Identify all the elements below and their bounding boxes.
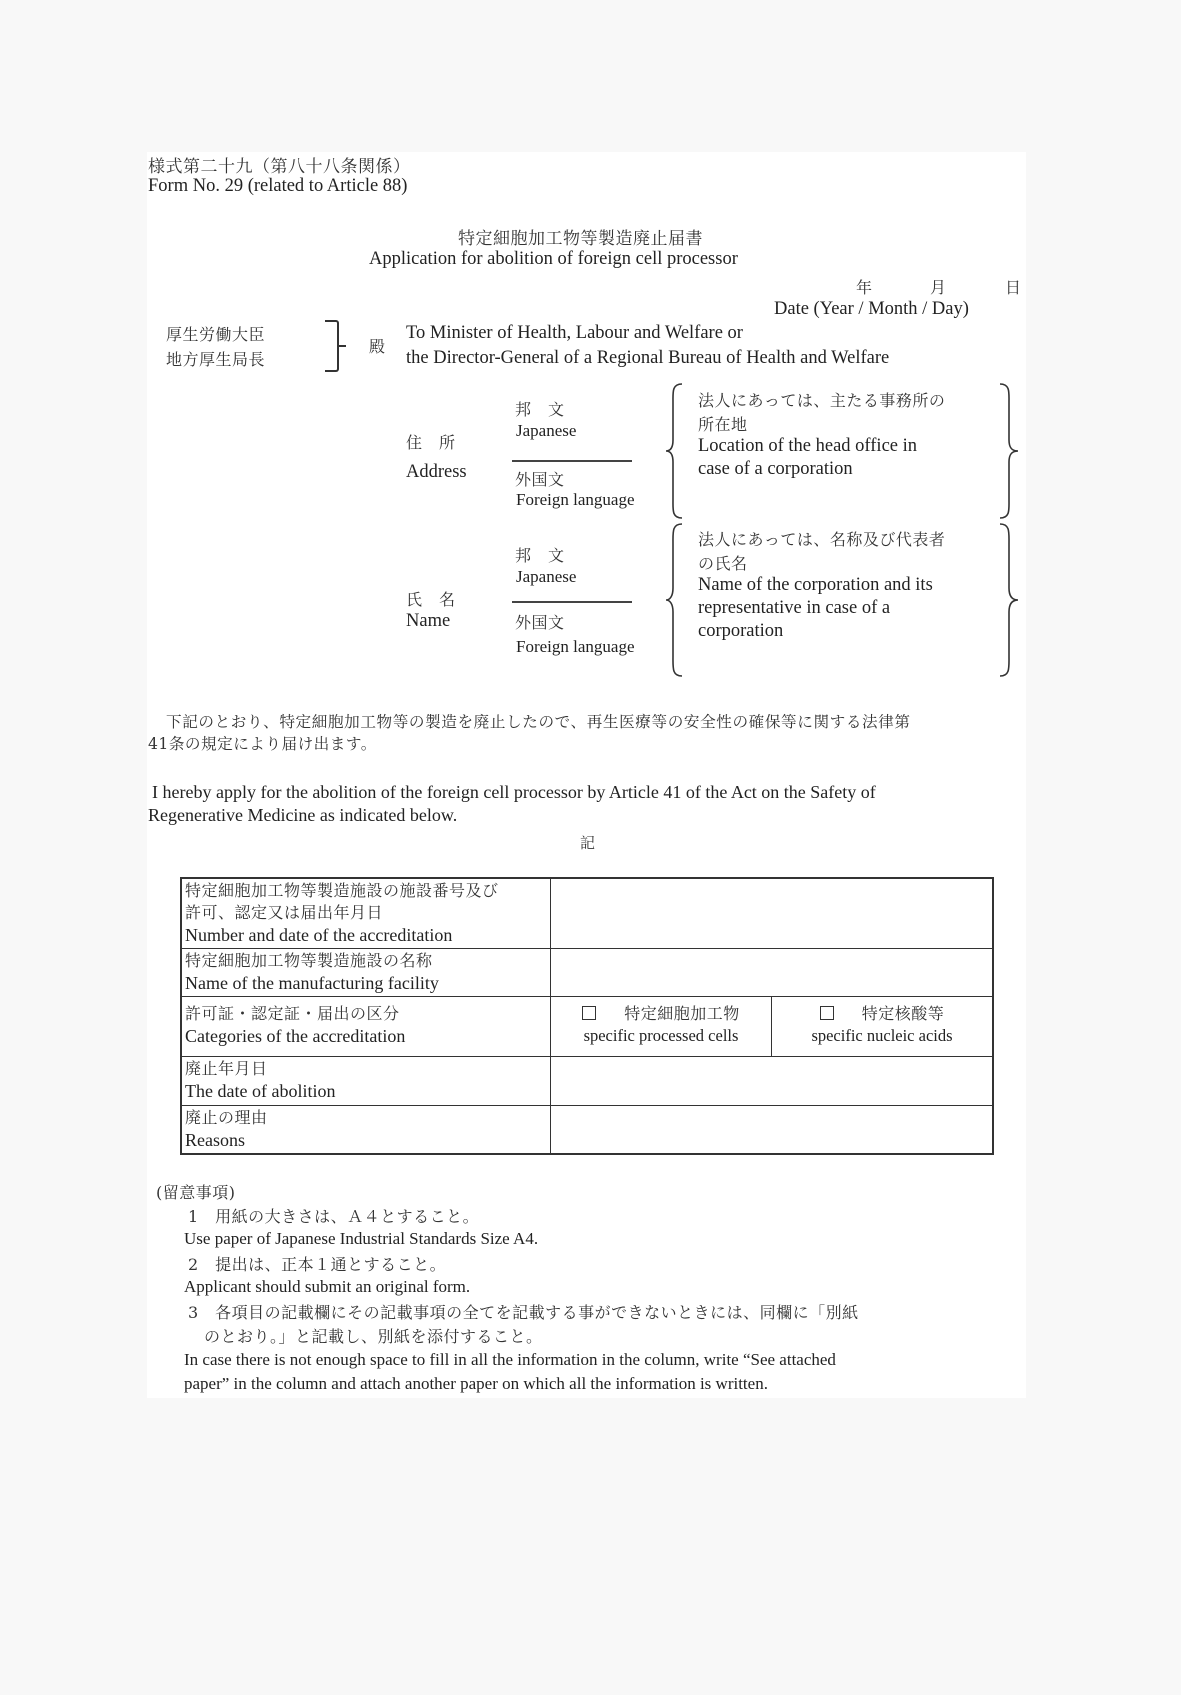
label-en: Categories of the accreditation xyxy=(185,1025,406,1046)
category-option-processed-cells[interactable] xyxy=(551,996,772,1056)
label-en: The date of abolition xyxy=(185,1080,336,1101)
row-label-facility-name xyxy=(181,948,551,996)
table-row xyxy=(181,878,993,948)
address-foreign-jp: 外国文 xyxy=(515,470,565,489)
category-option-nucleic-acids[interactable] xyxy=(772,996,994,1056)
right-curly-brace-icon xyxy=(996,382,1020,520)
addressee-minister-jp: 厚生労働大臣 xyxy=(166,325,266,344)
table-row xyxy=(181,1105,993,1154)
name-note-en-2: representative in case of a xyxy=(698,598,891,618)
date-day-jp: 日 xyxy=(1005,278,1022,297)
note-3-en-cont: paper” in the column and attach another paper on which all the information is written. xyxy=(184,1374,768,1393)
facility-name-field[interactable] xyxy=(551,948,994,996)
reasons-field[interactable] xyxy=(551,1105,994,1154)
ki-notation: 記 xyxy=(580,834,596,852)
row-label-categories xyxy=(181,996,551,1056)
label-jp: 許可、認定又は届出年月日 xyxy=(185,903,384,922)
details-table xyxy=(180,877,994,1155)
option-label-en: specific nucleic acids xyxy=(811,1025,953,1045)
label-jp: 廃止年月日 xyxy=(185,1058,268,1078)
name-foreign-en: Foreign language xyxy=(516,637,635,656)
name-note-en-1: Name of the corporation and its xyxy=(698,575,933,595)
title-jp: 特定細胞加工物等製造廃止届書 xyxy=(458,229,703,249)
label-jp: 特定細胞加工物等製造施設の名称 xyxy=(185,950,433,970)
statement-jp-line2: 41条の規定により届け出ます。 xyxy=(148,735,377,753)
address-japanese-en: Japanese xyxy=(516,421,577,440)
option-label-jp: 特定細胞加工物 xyxy=(624,1003,740,1023)
left-curly-brace-icon xyxy=(664,522,688,678)
name-label-jp: 氏 名 xyxy=(406,590,456,609)
address-note-en-2: case of a corporation xyxy=(698,459,853,479)
statement-en-line1: I hereby apply for the abolition of the foreign cell processor by Article 41 of the Act on the Safety of xyxy=(152,782,876,802)
checkbox-nucleic-acids[interactable] xyxy=(820,1006,834,1020)
name-label-en: Name xyxy=(406,611,451,631)
label-jp: 許可証・認定証・届出の区分 xyxy=(185,1003,400,1023)
row-label-accreditation-number xyxy=(181,878,551,948)
right-brace-icon xyxy=(325,320,339,372)
option-label-jp: 特定核酸等 xyxy=(861,1003,945,1023)
date-year-jp: 年 xyxy=(856,278,873,297)
name-japanese-en: Japanese xyxy=(516,567,577,586)
statement-jp-line1: 下記のとおり、特定細胞加工物等の製造を廃止したので、再生医療等の安全性の確保等に関する法律第 xyxy=(166,713,911,731)
note-3-jp: 3 各項目の記載欄にその記載事項の全てを記載する事ができないときには、同欄に「別紙 xyxy=(188,1303,859,1322)
row-label-abolition-date xyxy=(181,1056,551,1105)
name-note-jp-1: 法人にあっては、名称及び代表者 xyxy=(698,530,946,549)
label-en: Number and date of the accreditation xyxy=(185,925,453,945)
note-3-en: In case there is not enough space to fill in all the information in the column, write “See attached xyxy=(184,1350,836,1369)
address-foreign-en: Foreign language xyxy=(516,490,635,509)
address-note-jp-2: 所在地 xyxy=(698,415,748,434)
form-number-en: Form No. 29 (related to Article 88) xyxy=(148,176,408,196)
form-number-jp: 様式第二十九（第八十八条関係） xyxy=(148,157,411,177)
note-2-en: Applicant should submit an original form. xyxy=(184,1277,471,1296)
row-label-reasons xyxy=(181,1105,551,1154)
note-1-en: Use paper of Japanese Industrial Standards Size A4. xyxy=(184,1229,539,1248)
addressee-en-line1: To Minister of Health, Labour and Welfare or xyxy=(406,323,743,343)
checkbox-processed-cells[interactable] xyxy=(582,1006,596,1020)
addressee-director-jp: 地方厚生局長 xyxy=(166,350,266,369)
addressee-en-line2: the Director-General of a Regional Bureau of Health and Welfare xyxy=(406,348,890,368)
right-curly-brace-icon xyxy=(996,522,1020,678)
notes-heading: (留意事項) xyxy=(156,1183,236,1202)
name-japanese-jp: 邦 文 xyxy=(515,546,565,565)
label-en: Reasons xyxy=(185,1129,245,1150)
left-curly-brace-icon xyxy=(664,382,688,520)
name-note-jp-2: の氏名 xyxy=(698,554,748,573)
honorific-dono: 殿 xyxy=(369,337,386,356)
table-row xyxy=(181,948,993,996)
name-note-en-3: corporation xyxy=(698,621,784,641)
address-japanese-jp: 邦 文 xyxy=(515,400,565,419)
note-1-jp: 1 用紙の大きさは、Ａ４とすること。 xyxy=(188,1207,480,1226)
address-divider xyxy=(512,460,632,462)
address-note-en-1: Location of the head office in xyxy=(698,436,918,456)
date-label-en: Date (Year / Month / Day) xyxy=(774,299,969,319)
statement-en-line2: Regenerative Medicine as indicated below. xyxy=(148,805,458,825)
label-jp: 特定細胞加工物等製造施設の施設番号及び xyxy=(185,881,499,900)
name-divider xyxy=(512,601,632,603)
address-note-jp-1: 法人にあっては、主たる事務所の xyxy=(698,391,946,410)
table-row xyxy=(181,1056,993,1105)
option-label-en: specific processed cells xyxy=(583,1025,739,1045)
title-en: Application for abolition of foreign cell processor xyxy=(369,249,738,269)
abolition-date-field[interactable] xyxy=(551,1056,994,1105)
label-en: Name of the manufacturing facility xyxy=(185,972,439,993)
table-row xyxy=(181,996,993,1056)
accreditation-number-field[interactable] xyxy=(551,878,994,948)
name-foreign-jp: 外国文 xyxy=(515,613,565,632)
address-label-jp: 住 所 xyxy=(406,433,456,452)
note-2-jp: 2 提出は、正本１通とすること。 xyxy=(188,1255,447,1274)
note-3-jp-cont: のとおり。」と記載し、別紙を添付すること。 xyxy=(204,1327,543,1346)
label-jp: 廃止の理由 xyxy=(185,1107,268,1127)
date-month-jp: 月 xyxy=(930,278,947,297)
address-label-en: Address xyxy=(406,462,467,482)
